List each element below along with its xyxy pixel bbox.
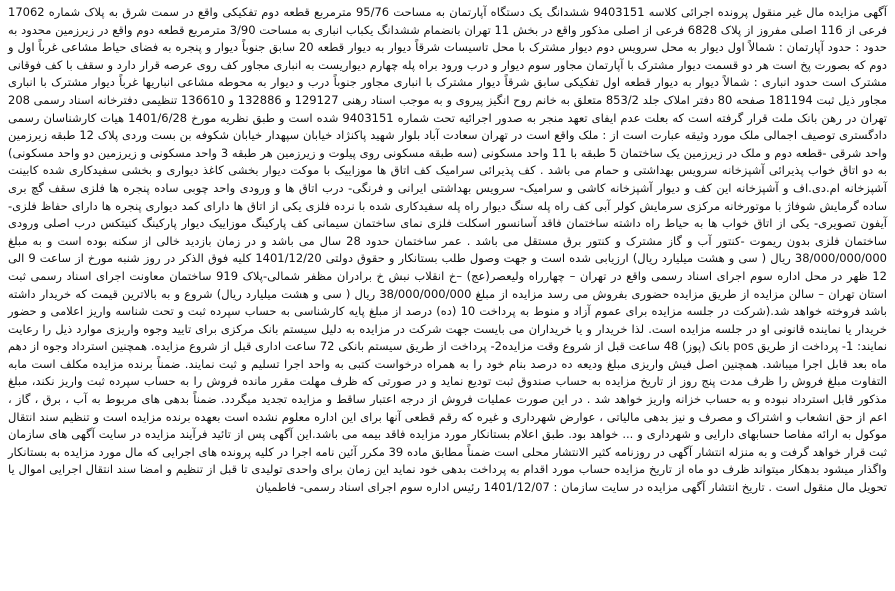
auction-notice-text: آگهی مزایده مال غیر منقول پرونده اجرائی کلاسه 9403151 ششدانگ یک دستگاه آپارتمان به مساحت 95/76 مترمربع قطعه دوم تفکیکی واقع در سمت شرق به پلاک شماره 17062 فرعی از 116 اصلی مفروز از پلاک 6828 فرعی از اصلی مذکور واقع در بخش 11 تهران بانضمام ششدانگ یکباب انباری به مساحت 3/90 مترمربع قطعه دوم واقع در زیرزمین محدود به حدود : حدود آپارتمان : شمالاً اول دیوار به محل سرویس دوم دیوار مشترک با محل تاسیسات شرقاً دیوار به دیوار قطعه 20 سابق جنوباً دیوار و پنجره به فضای حیاط مشاعی غرباً اول و دوم که بصورت پخ است هر دو قسمت دیوار مشترک با آپارتمان مجاور سوم دیوار و درب ورود براه پله چهارم دیواریست به انباری مجاور کف روی عرصه قرار دارد و سقف با کف فوقانی مشترک است حدود انباری : شمالاً دیوار به دیوار قطعه اول تفکیکی سابق شرقاً دیوار مشترک با انباری مجاور جنوباً درب و دیوار به محوطه مشاعی انباریها غرباً دیوار مشترک با انباری مجاور ذیل ثبت 181194 صفحه 80 دفتر املاک جلد 853/2 متعلق به خانم روح انگیز پیروی و به موجب اسناد رهنی 129127 و 132886 و 136610 تنظیمی دفترخانه اسناد رسمی 208 تهران در رهن بانک ملت قرار گرفته است که بعلت عدم ایفای تعهد منجر به صدور اجرائیه تحت شماره 9403151 شده است و طبق نظریه مورخ 1401/6/28 هیات کارشناسان رسمی دادگستری توصیف اجمالی ملک مورد وثیقه عبارت است از : ملک واقع است در تهران سعادت آباد بلوار شهید پاکنژاد خیابان سپهدار خیابان شکوفه بن بست وردی پلاک 12 طبقه زیرزمین واحد شرقی -قطعه دوم و ملک در زیرزمین یک ساختمان 5 طبقه با 11 واحد مسکونی (سه طبقه مسکونی روی پیلوت و زیرزمین هر طبقه 3 واحد مسکونی و زیرزمین دو واحد مسکونی) به دو اتاق خواب پذیرائی آشپزخانه سرویس بهداشتی و حمام می باشد . کف پذیرائی سرامیک کف اتاق ها موزاییک با موکت دیوار بخشی کاغذ دیواری و بخشی سفیدکاری شده کابینت آشپزخانه ام.دی.اف و آشپزخانه این کف و دیوار آشپزخانه کاشی و سرامیک- سرویس بهداشتی ایرانی و فرنگی- درب اتاق ها و ورودی واحد چوبی ساده پنجره ها فلزی سقف گچ بری ساده گرمایش شوفاژ با موتورخانه مرکزی سرمایش کولر آبی کف راه پله سنگ دیوار راه پله سفیدکاری شده با نرده فلزی یکی از اتاق ها دارای کمد دیواری پنجره ها دارای حفاظ فلزی- آیفون تصویری- یکی از اتاق خواب ها به حیاط راه داشته ساختمان فاقد آسانسور اسکلت فلزی نمای ساختمان سیمانی کف پارکینگ موزاییک دیوار پارکینگ کنیتکس درب اصلی ورودی ساختمان فلزی بدون ریموت -کنتور آب و گاز مشترک و کنتور برق مستقل می باشد . عمر ساختمان حدود 28 سال می باشد و در زمان بازدید خالی از سکنه بوده است و به مبلغ 38/000/000/000 ریال ( سی و هشت میلیارد ریال) ارزیابی شده است و جهت وصول طلب بستانکار و حقوق دولتی 1401/12/20 کلیه فوق الذکر در روز شنبه مورخ از ساعت 9 الی 12 ظهر در محل اداره سوم اجرای اسناد رسمی واقع در تهران – چهارراه ولیعصر(عج) –خ انقلاب نبش خ برادران مظفر شمالی-پلاک 919 ساختمان معاونت اجرای اسناد رسمی ثبت استان تهران – سالن مزایده از طریق مزایده حضوری بفروش می رسد مزایده از مبلغ 38/000/000/000 ریال ( سی و هشت میلیارد ریال) شروع و به بالاترین قیمت که خریدار داشته باشد فروخته خواهد شد.(شرکت در جلسه مزایده برای عموم آزاد و منوط به پرداخت 10 (ده) درصد از مبلغ پایه کارشناسی به حساب سپرده ثبت و تحت شناسه واریز اعلامی و حضور خریدار یا نماینده قانونی او در جلسه مزایده است. لذا خریدار و یا خریداران می بایست جهت شرکت در مزایده به دلیل سیستم بانک مرکزی برای تایید وجوه واریزی موارد ذیل را رعایت نمایند: 1- پرداخت از طریق pos بانک (پوز) 48 ساعت قبل از شروع وقت مزایده2- پرداخت از طریق سیستم بانکی 72 ساعت اداری قبل از شروع مزایده. همچنین استرداد وجوه از دهم ماه بعد قابل اجرا میباشد. همچنین اصل فیش واریزی مبلغ ودیعه ده درصد بنام خود را به همراه درخواست کتبی به واحد اجرا تسلیم و ثبت نمایند. ضمناً برنده مزایده مکلف است مابه التفاوت مبلغ فروش را ظرف مدت پنج روز از تاریخ مزایده به حساب صندوق ثبت تودیع نماید و در صورتی که ظرف مهلت مقرر مانده فروش را به حساب سپرده ثبت واریز نکند، مبلغ مذکور قابل استرداد نبوده و به حساب خزانه واریز خواهد شد . در این صورت عملیات فروش از درجه اعتبار ساقط و مزایده تجدید میگردد. ضمناً بدهی های مربوط به آب ، برق ، گاز ، اعم از حق انشعاب و اشتراک و مصرف و نیز بدهی مالیاتی ، عوارض شهرداری و غیره که رقم قطعی آنها برای این اداره معلوم نشده است بعهده برنده مزایده است و تنظیم سند انتقال موکول به ارائه مفاصا حسابهای دارایی و شهرداری و ... خواهد بود. طبق اعلام بستانکار مورد مزایده فاقد بیمه می باشد.این آگهی پس از تائید فرآیند مزایده در سایت آگهی های سازمان ثبت قرار خواهد گرفت و به منزله انتشار آگهی در روزنامه کثیر الانتشار محلی است ضمناً مطابق ماده 39 مکرر آئین نامه اجرا در کلیه پرونده های اجرایی که مال مورد مزایده به بستانکار واگذار میشود بدهکار میتواند ظرف دو ماه از تاریخ مزایده حساب مورد اقدام به پرداخت بدهی خود نماید این زمان برای واحدی تولیدی تا قبل از تنظیم و امضا سند انتقال اجرایی اموال یا تحویل مال منقول است . تاریخ انتشار آگهی مزایده در سایت سازمان : 1401/12/07 رئیس اداره سوم اجرای اسناد رسمی- فاطمیان [8, 5, 888, 495]
